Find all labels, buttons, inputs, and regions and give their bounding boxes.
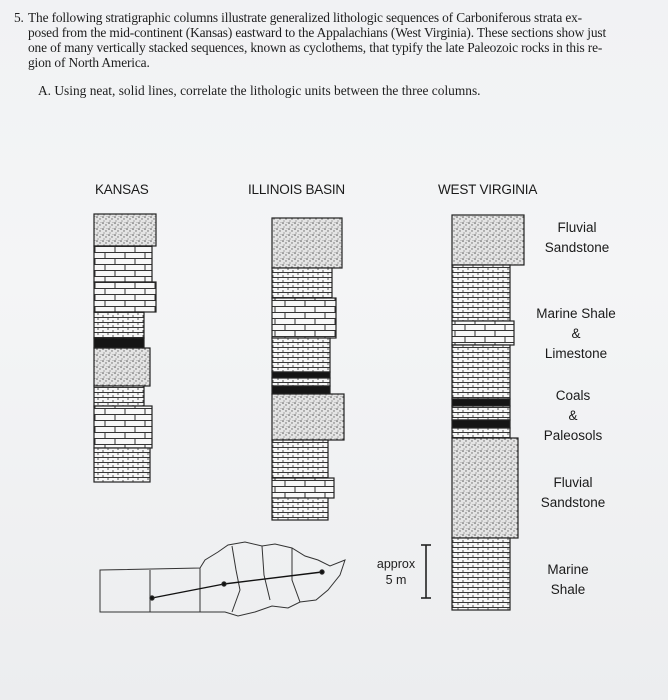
wv-shale-2 (452, 345, 510, 399)
scale-label (371, 556, 421, 588)
legend-coals-paleosols (530, 386, 616, 446)
wv-shale-5 (452, 538, 510, 610)
legend-marine-shale (528, 560, 608, 600)
legend-marine-shale-limestone (526, 304, 626, 364)
legend-label: Limestone (544, 346, 608, 361)
kansas-shale-1 (94, 312, 144, 338)
illinois-sandstone-top (272, 218, 342, 268)
legend-label: Shale (550, 582, 586, 597)
legend-label: & (568, 408, 578, 423)
question-line-2: posed from the mid-continent (Kansas) eastward to the Appalachians (West Virginia). These sections show just (28, 25, 607, 40)
question-line-4: gion of North America. (28, 55, 150, 70)
wv-coal-1 (452, 399, 510, 406)
legend-label: Marine Shale (536, 306, 616, 321)
illinois-sandstone-mid (272, 394, 344, 440)
legend-label: Sandstone (540, 495, 606, 510)
legend-label: Fluvial (557, 220, 597, 235)
question-number: 5. (14, 10, 24, 25)
wv-shale-3 (452, 406, 510, 420)
legend-label: & (571, 326, 581, 341)
kansas-sandstone-mid (94, 348, 150, 386)
kansas-limestone-2 (94, 282, 156, 312)
legend-label: Fluvial (553, 475, 593, 490)
legend-fluvial-sandstone-1 (534, 218, 620, 258)
wv-shale-4 (452, 428, 510, 438)
illinois-title: ILLINOIS BASIN (248, 182, 345, 197)
legend-label: Marine (547, 562, 589, 577)
illinois-limestone-2 (272, 478, 334, 498)
legend-label: Sandstone (544, 240, 610, 255)
kansas-shale-3 (94, 448, 150, 482)
illinois-shale-4 (272, 440, 328, 478)
illinois-shale-1 (272, 268, 332, 298)
wv-sandstone-top (452, 215, 524, 265)
wv-sandstone-mid (452, 438, 518, 538)
illinois-shale-2 (272, 338, 330, 372)
kansas-limestone-3 (94, 406, 152, 448)
illinois-column (272, 218, 344, 520)
scale-label-line: approx (376, 557, 416, 571)
kansas-title: KANSAS (95, 182, 149, 197)
wv-coal-2 (452, 420, 510, 428)
kansas-sandstone-top (94, 214, 156, 246)
scale-label-line: 5 m (385, 573, 407, 587)
kansas-shale-2 (94, 386, 144, 406)
illinois-shale-3 (272, 378, 330, 386)
legend-label: Paleosols (543, 428, 603, 443)
legend-fluvial-sandstone-2 (530, 473, 616, 513)
legend-label: Coals (555, 388, 591, 403)
illinois-limestone-1 (272, 298, 336, 338)
scale-bar (421, 545, 431, 598)
west-virginia-column (452, 215, 524, 610)
wv-limestone (452, 321, 514, 345)
illinois-coal-2 (272, 386, 330, 394)
west-virginia-title: WEST VIRGINIA (438, 182, 538, 197)
question-line-3: one of many vertically stacked sequences, known as cyclothems, that typify the late Paleozoic rocks in this re- (28, 40, 603, 55)
part-a-instruction: A. Using neat, solid lines, correlate the lithologic units between the three columns. (38, 83, 481, 98)
illinois-coal-1 (272, 372, 330, 378)
illinois-shale-5 (272, 498, 328, 520)
kansas-coal (94, 338, 144, 348)
question-line-1: The following stratigraphic columns illustrate generalized lithologic sequences of Carboniferous strata ex- (28, 10, 582, 25)
location-map (100, 542, 345, 616)
wv-shale-1 (452, 265, 510, 321)
kansas-column (94, 214, 156, 482)
kansas-limestone-1 (94, 246, 152, 282)
